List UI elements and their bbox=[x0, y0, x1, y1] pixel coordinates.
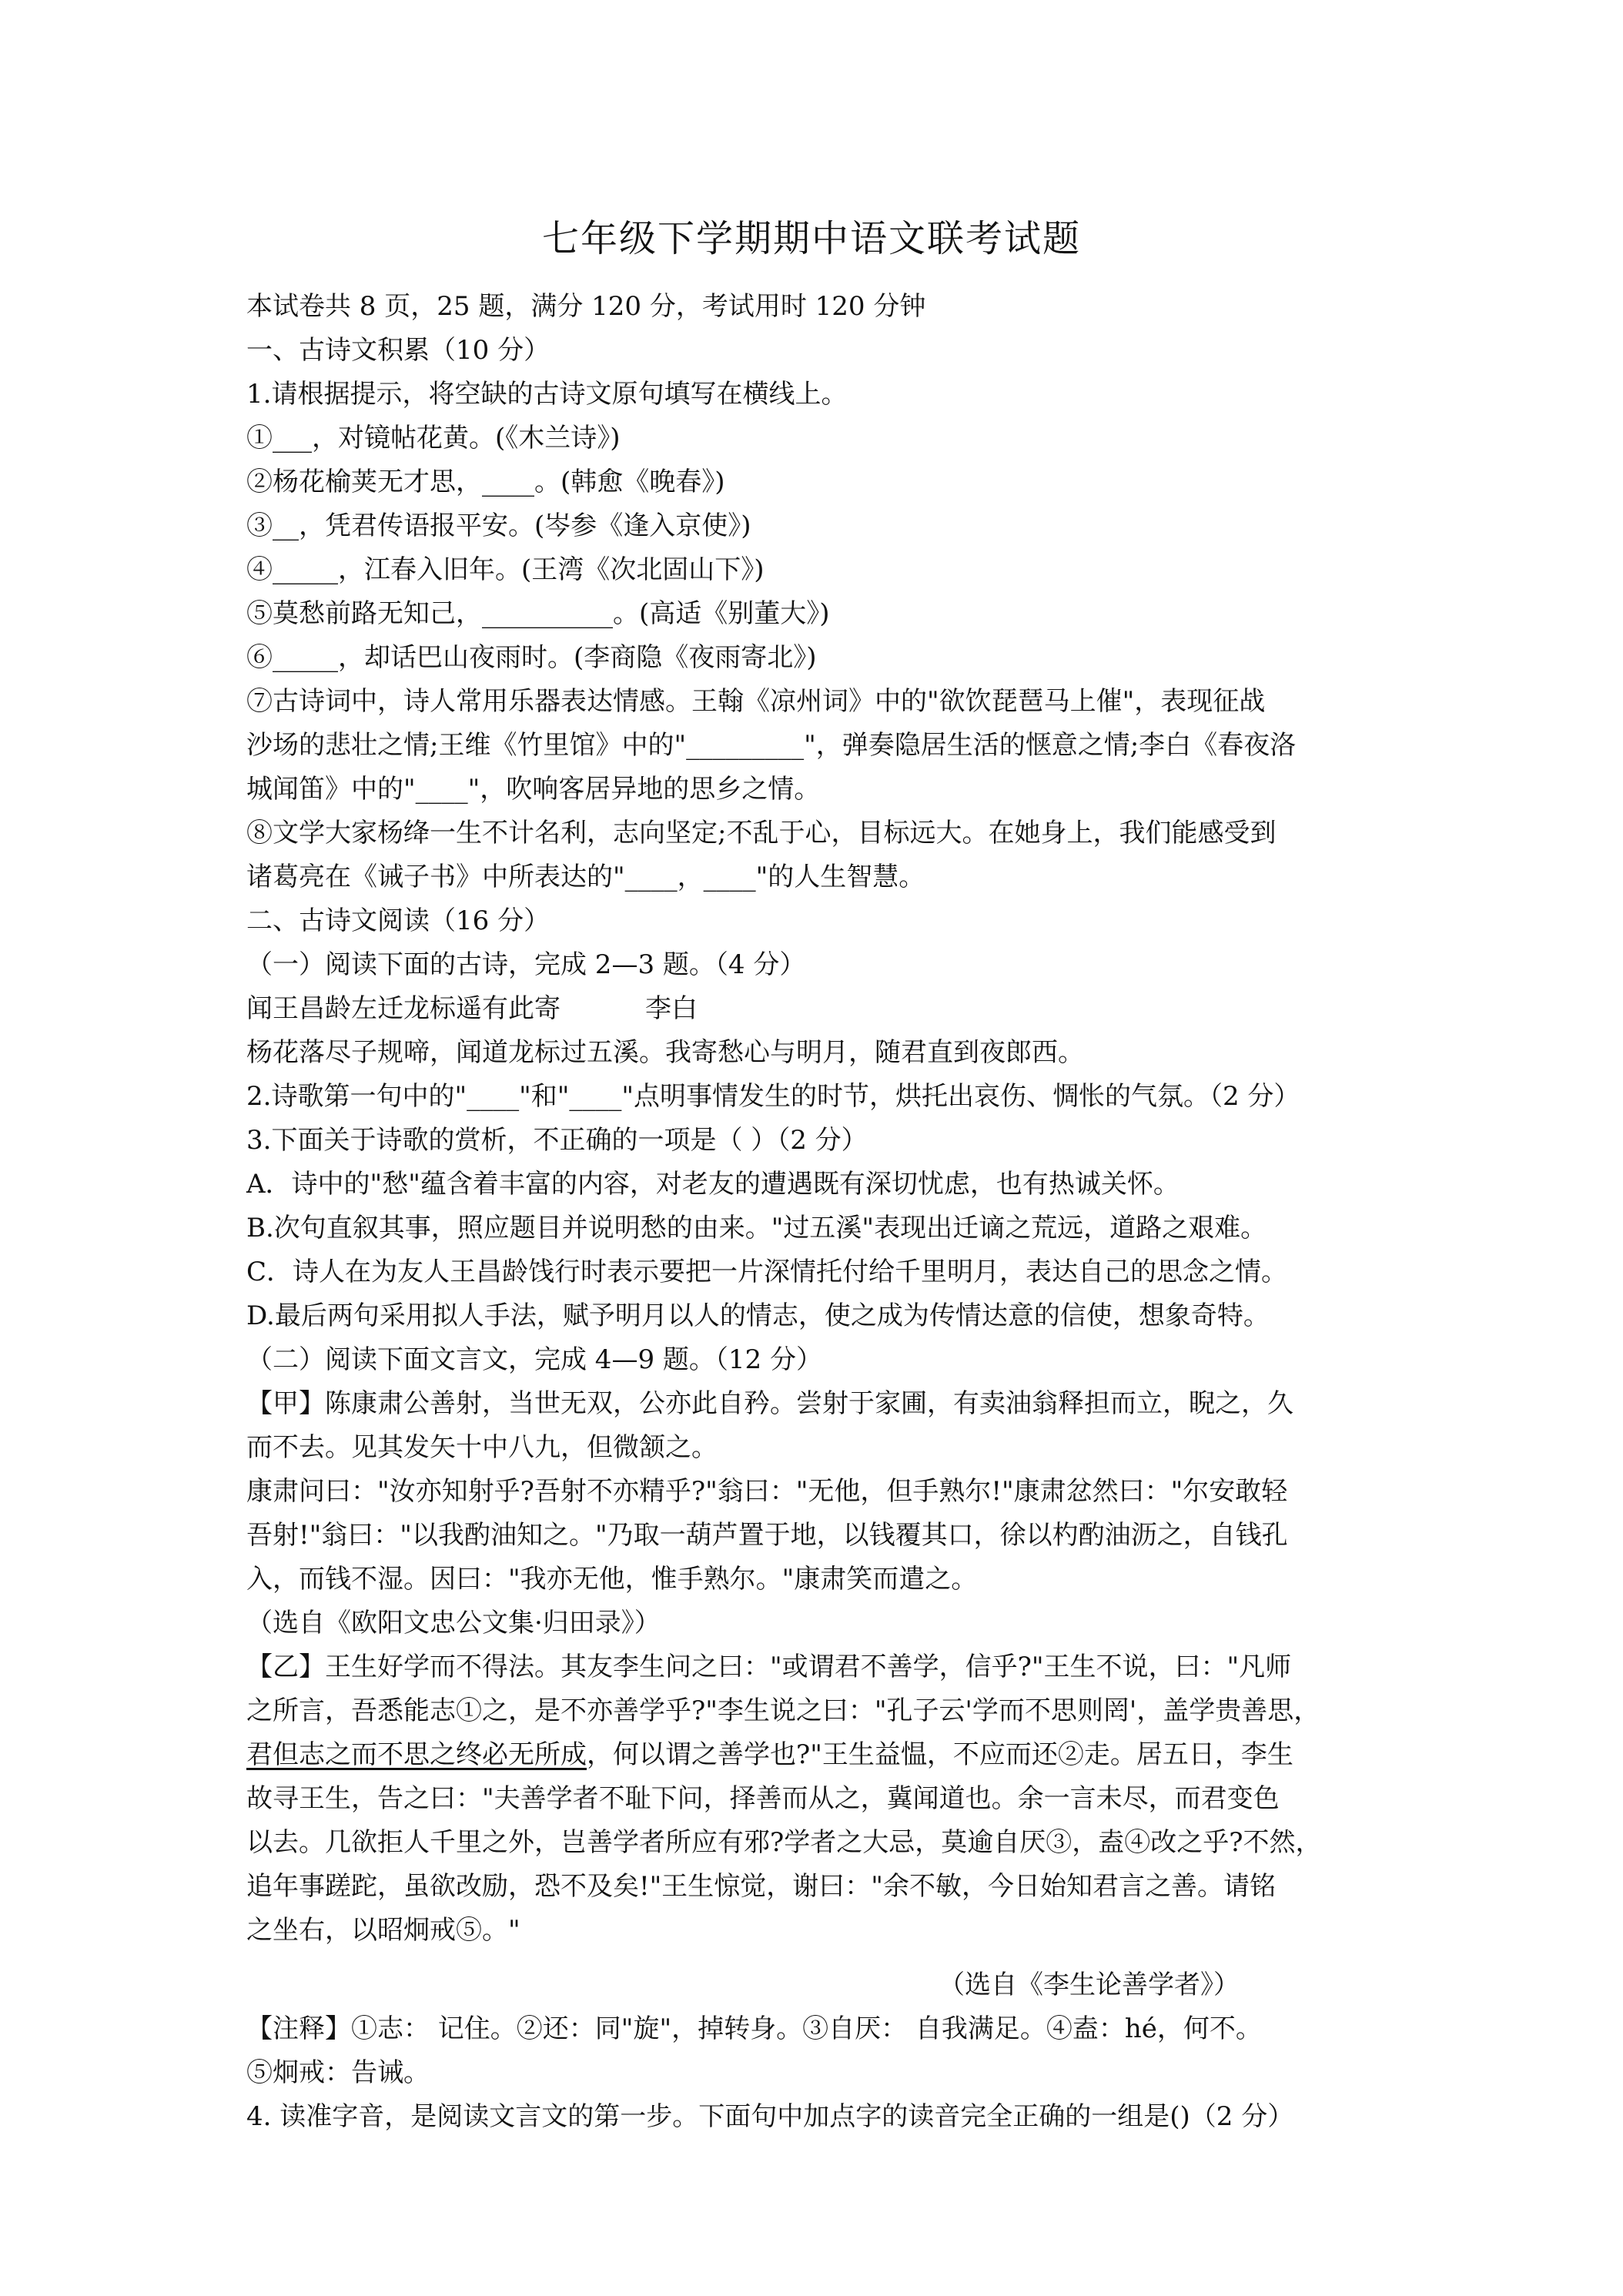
passage-b-line: 追年事蹉跎，虽欲改励，恐不及矣!"王生惊觉，谢曰："余不敏，今日始知君言之善。请铭 bbox=[246, 1871, 1276, 1902]
question-1-item-7: ⑦古诗词中，诗人常用乐器表达情感。王翰《凉州词》中的"欲饮琵琶马上催"，表现征战 bbox=[246, 686, 1266, 717]
passage-b-line: 之所言，吾悉能志①之，是不亦善学乎?"李生说之曰："孔子云'学而不思则罔'，盖学贵善思， bbox=[246, 1695, 1320, 1726]
subsection-heading-1: （一）阅读下面的古诗，完成 2—3 题。（4 分） bbox=[246, 949, 806, 980]
passage-b-line: 【乙】王生好学而不得法。其友李生问之曰："或谓君不善学，信乎?"王生不说，曰："凡师 bbox=[246, 1652, 1292, 1682]
question-1-item-8-cont: 诸葛亮在《诫子书》中所表达的"____，____"的人生智慧。 bbox=[246, 862, 925, 892]
question-4: 4. 读准字音，是阅读文言文的第一步。下面句中加点字的读音完全正确的一组是()（2 分） bbox=[246, 2101, 1294, 2132]
question-1-item-8: ⑧文学大家杨绛一生不计名利，志向坚定;不乱于心，目标远大。在她身上，我们能感受到 bbox=[246, 818, 1277, 848]
underlined-sentence: 君但志之而不思之终必无所成 bbox=[246, 1739, 587, 1770]
passage-a-line: 而不去。见其发矢十中八九，但微颔之。 bbox=[246, 1432, 718, 1463]
page-title: 七年级下学期期中语文联考试题 bbox=[541, 217, 1081, 260]
passage-a-source: （选自《欧阳文忠公文集·归田录》） bbox=[246, 1608, 661, 1638]
question-1-prompt: 1.请根据提示，将空缺的古诗文原句填写在横线上。 bbox=[246, 379, 848, 410]
section-heading-1: 一、古诗文积累（10 分） bbox=[246, 335, 550, 366]
annotation-line: 【注释】①志： 记住。②还：同"旋"，掉转身。③自厌： 自我满足。④盍：hé，何不。 bbox=[246, 2013, 1262, 2044]
passage-b-text: ，何以谓之善学也?"王生益愠，不应而还②走。居五日，李生 bbox=[587, 1739, 1293, 1770]
poem-title-line bbox=[246, 987, 1394, 1031]
poem-title: 闻王昌龄左迁龙标遥有此寄 bbox=[246, 993, 561, 1024]
question-1-item-6: ⑥_____，却话巴山夜雨时。(李商隐《夜雨寄北》) bbox=[246, 642, 817, 673]
question-1-item-3: ③__，凭君传语报平安。(岑参《逢入京使》) bbox=[246, 510, 751, 541]
question-3-option-b: B.次句直叙其事，照应题目并说明愁的由来。"过五溪"表现出迁谪之荒远，道路之艰难。 bbox=[246, 1213, 1267, 1243]
question-1-item-5: ⑤莫愁前路无知己，__________。(高适《别董大》) bbox=[246, 598, 830, 629]
subsection-heading-2: （二）阅读下面文言文，完成 4—9 题。（12 分） bbox=[246, 1344, 822, 1375]
exam-content bbox=[246, 285, 1394, 2139]
question-3-option-a: A．诗中的"愁"蕴含着丰富的内容，对老友的遭遇既有深切忧虑，也有热诚关怀。 bbox=[246, 1169, 1180, 1200]
passage-b-line: 故寻王生，告之曰："夫善学者不耻下问，择善而从之，冀闻道也。余一言未尽，而君变色 bbox=[246, 1783, 1280, 1814]
question-1-item-2: ②杨花榆荚无才思，____。(韩愈《晚春》) bbox=[246, 467, 725, 497]
passage-b-source: （选自《李生论善学者》） bbox=[939, 1970, 1240, 2000]
passage-a-line: 【甲】陈康肃公善射，当世无双，公亦此自矜。尝射于家圃，有卖油翁释担而立，睨之，久 bbox=[246, 1388, 1293, 1419]
poem-author: 李白 bbox=[645, 993, 698, 1024]
passage-b-line: 之坐右，以昭炯戒⑤。" bbox=[246, 1915, 520, 1946]
question-3-option-c: C．诗人在为友人王昌龄饯行时表示要把一片深情托付给千里明月，表达自己的思念之情。 bbox=[246, 1257, 1288, 1287]
question-1-item-4: ④_____，江春入旧年。(王湾《次北固山下》) bbox=[246, 554, 765, 585]
poem-text: 杨花落尽子规啼，闻道龙标过五溪。我寄愁心与明月，随君直到夜郎西。 bbox=[246, 1037, 1084, 1068]
passage-a-line: 康肃问曰："汝亦知射乎?吾射不亦精乎?"翁曰："无他，但手熟尔!"康肃忿然曰："尔安敢轻 bbox=[246, 1476, 1288, 1507]
annotation-line: ⑤炯戒：告诫。 bbox=[246, 2057, 430, 2088]
passage-b-line bbox=[246, 1733, 1394, 1777]
question-1-item-7-cont: 城闻笛》中的"____"，吹响客居异地的思乡之情。 bbox=[246, 774, 821, 805]
exam-info: 本试卷共 8 页，25 题，满分 120 分，考试用时 120 分钟 bbox=[246, 291, 926, 322]
section-heading-2: 二、古诗文阅读（16 分） bbox=[246, 905, 550, 936]
question-3: 3.下面关于诗歌的赏析，不正确的一项是（ ）（2 分） bbox=[246, 1125, 868, 1156]
question-1-item-7-cont: 沙场的悲壮之情;王维《竹里馆》中的"_________"，弹奏隐居生活的惬意之情;李白《春夜洛 bbox=[246, 730, 1297, 761]
passage-b-line: 以去。几欲拒人千里之外，岂善学者所应有邪?学者之大忌，莫逾自厌③，盍④改之乎?不然， bbox=[246, 1827, 1322, 1858]
passage-a-line: 吾射!"翁曰："以我酌油知之。"乃取一葫芦置于地，以钱覆其口，徐以杓酌油沥之，自钱孔 bbox=[246, 1520, 1288, 1551]
question-1-item-1: ①___，对镜帖花黄。(《木兰诗》) bbox=[246, 423, 621, 454]
question-2: 2.诗歌第一句中的"____"和"____"点明事情发生的时节，烘托出哀伤、惆怅的气氛。（2 分） bbox=[246, 1081, 1300, 1112]
question-3-option-d: D.最后两句采用拟人手法，赋予明月以人的情志，使之成为传情达意的信使，想象奇特。 bbox=[246, 1300, 1270, 1331]
passage-a-line: 入，而钱不湿。因曰："我亦无他，惟手熟尔。"康肃笑而遣之。 bbox=[246, 1564, 978, 1595]
